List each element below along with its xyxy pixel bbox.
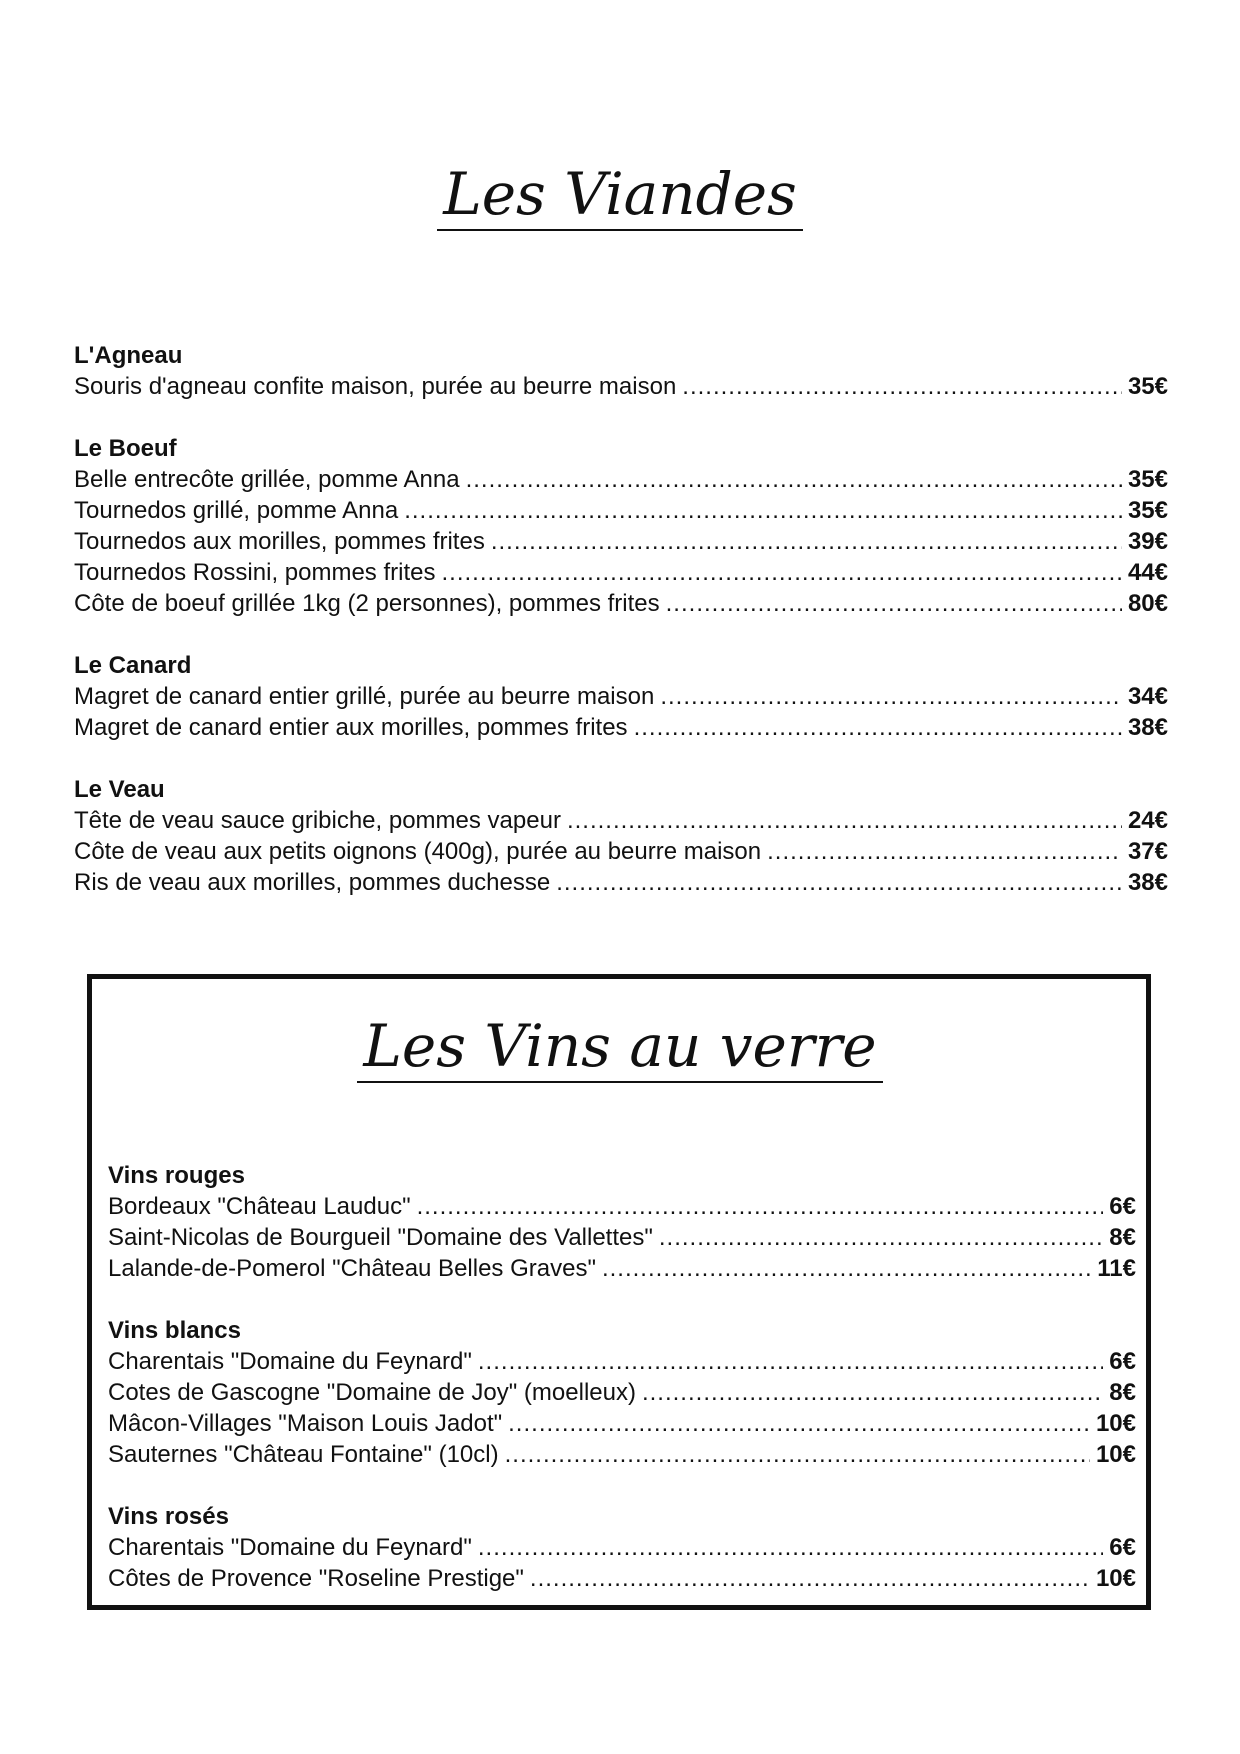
item-price: 11€ [1097,1255,1136,1282]
dot-leader [530,1563,1090,1594]
dot-leader [491,526,1122,557]
category-agneau [74,340,1168,402]
item-price: 10€ [1095,1410,1136,1437]
viandes-title [0,160,1240,231]
menu-item [74,805,1168,836]
item-name: Côtes de Provence "Roseline Prestige" [108,1565,524,1592]
category-title: Vins blancs [108,1317,241,1344]
item-name: Souris d'agneau confite maison, purée au beurre maison [74,373,677,400]
menu-item [74,464,1168,495]
item-price: 35€ [1127,466,1168,493]
menu-item [108,1563,1136,1594]
dot-leader [478,1346,1103,1377]
item-price: 39€ [1127,528,1168,555]
menu-item [74,867,1168,898]
category-title: Vins rosés [108,1503,229,1530]
item-name: Côte de veau aux petits oignons (400g), purée au beurre maison [74,838,762,865]
category-vins-blancs [108,1315,1136,1470]
item-price: 38€ [1127,714,1168,741]
dot-leader [642,1377,1103,1408]
menu-item [108,1408,1136,1439]
menu-item [74,681,1168,712]
vins-title-text: Les Vins au verre [357,1016,882,1083]
item-price: 35€ [1127,497,1168,524]
dot-leader [441,557,1121,588]
vins-title [0,1012,1240,1083]
item-name: Magret de canard entier aux morilles, pommes frites [74,714,628,741]
category-boeuf [74,433,1168,619]
category-veau [74,774,1168,898]
menu-item [108,1439,1136,1470]
item-name: Charentais "Domaine du Feynard" [108,1348,472,1375]
dot-leader [634,712,1122,743]
category-vins-rouges [108,1160,1136,1284]
category-canard [74,650,1168,743]
item-name: Saint-Nicolas de Bourgueil "Domaine des Vallettes" [108,1224,653,1251]
item-price: 8€ [1109,1379,1136,1406]
viandes-title-text: Les Viandes [437,164,803,231]
item-price: 35€ [1127,373,1168,400]
menu-item [108,1253,1136,1284]
item-name: Côte de boeuf grillée 1kg (2 personnes), pommes frites [74,590,660,617]
item-name: Tournedos grillé, pomme Anna [74,497,399,524]
dot-leader [417,1191,1104,1222]
item-price: 38€ [1127,869,1168,896]
item-price: 10€ [1095,1441,1136,1468]
dot-leader [404,495,1122,526]
item-name: Cotes de Gascogne "Domaine de Joy" (moelleux) [108,1379,636,1406]
item-price: 34€ [1127,683,1168,710]
item-name: Ris de veau aux morilles, pommes duchesse [74,869,551,896]
category-vins-roses [108,1501,1136,1594]
menu-item [74,371,1168,402]
dot-leader [666,588,1122,619]
item-price: 24€ [1127,807,1168,834]
dot-leader [659,1222,1103,1253]
menu-item [74,712,1168,743]
item-name: Tête de veau sauce gribiche, pommes vapeur [74,807,561,834]
dot-leader [660,681,1122,712]
item-name: Tournedos aux morilles, pommes frites [74,528,485,555]
dot-leader [478,1532,1103,1563]
category-title: Vins rouges [108,1162,245,1189]
menu-item [108,1346,1136,1377]
category-title: Le Boeuf [74,435,177,462]
item-price: 10€ [1095,1565,1136,1592]
dot-leader [602,1253,1091,1284]
item-name: Charentais "Domaine du Feynard" [108,1534,472,1561]
item-name: Lalande-de-Pomerol "Château Belles Graves" [108,1255,596,1282]
category-title: L'Agneau [74,342,183,369]
item-name: Sauternes "Château Fontaine" (10cl) [108,1441,499,1468]
viandes-menu [74,340,1168,929]
item-price: 6€ [1109,1534,1136,1561]
menu-item [74,526,1168,557]
item-price: 80€ [1127,590,1168,617]
item-name: Bordeaux "Château Lauduc" [108,1193,411,1220]
menu-item [108,1222,1136,1253]
item-price: 8€ [1109,1224,1136,1251]
dot-leader [508,1408,1090,1439]
item-name: Magret de canard entier grillé, purée au beurre maison [74,683,655,710]
menu-item [108,1377,1136,1408]
menu-item [108,1532,1136,1563]
item-price: 37€ [1127,838,1168,865]
dot-leader [556,867,1122,898]
item-price: 6€ [1109,1348,1136,1375]
menu-item [108,1191,1136,1222]
dot-leader [767,836,1122,867]
dot-leader [466,464,1122,495]
dot-leader [567,805,1122,836]
menu-item [74,588,1168,619]
item-price: 44€ [1127,559,1168,586]
item-name: Mâcon-Villages "Maison Louis Jadot" [108,1410,503,1437]
item-name: Belle entrecôte grillée, pomme Anna [74,466,460,493]
item-price: 6€ [1109,1193,1136,1220]
category-title: Le Veau [74,776,165,803]
category-title: Le Canard [74,652,192,679]
menu-item [74,836,1168,867]
dot-leader [505,1439,1090,1470]
item-name: Tournedos Rossini, pommes frites [74,559,436,586]
dot-leader [682,371,1122,402]
menu-item [74,557,1168,588]
menu-item [74,495,1168,526]
vins-menu [108,1160,1136,1625]
